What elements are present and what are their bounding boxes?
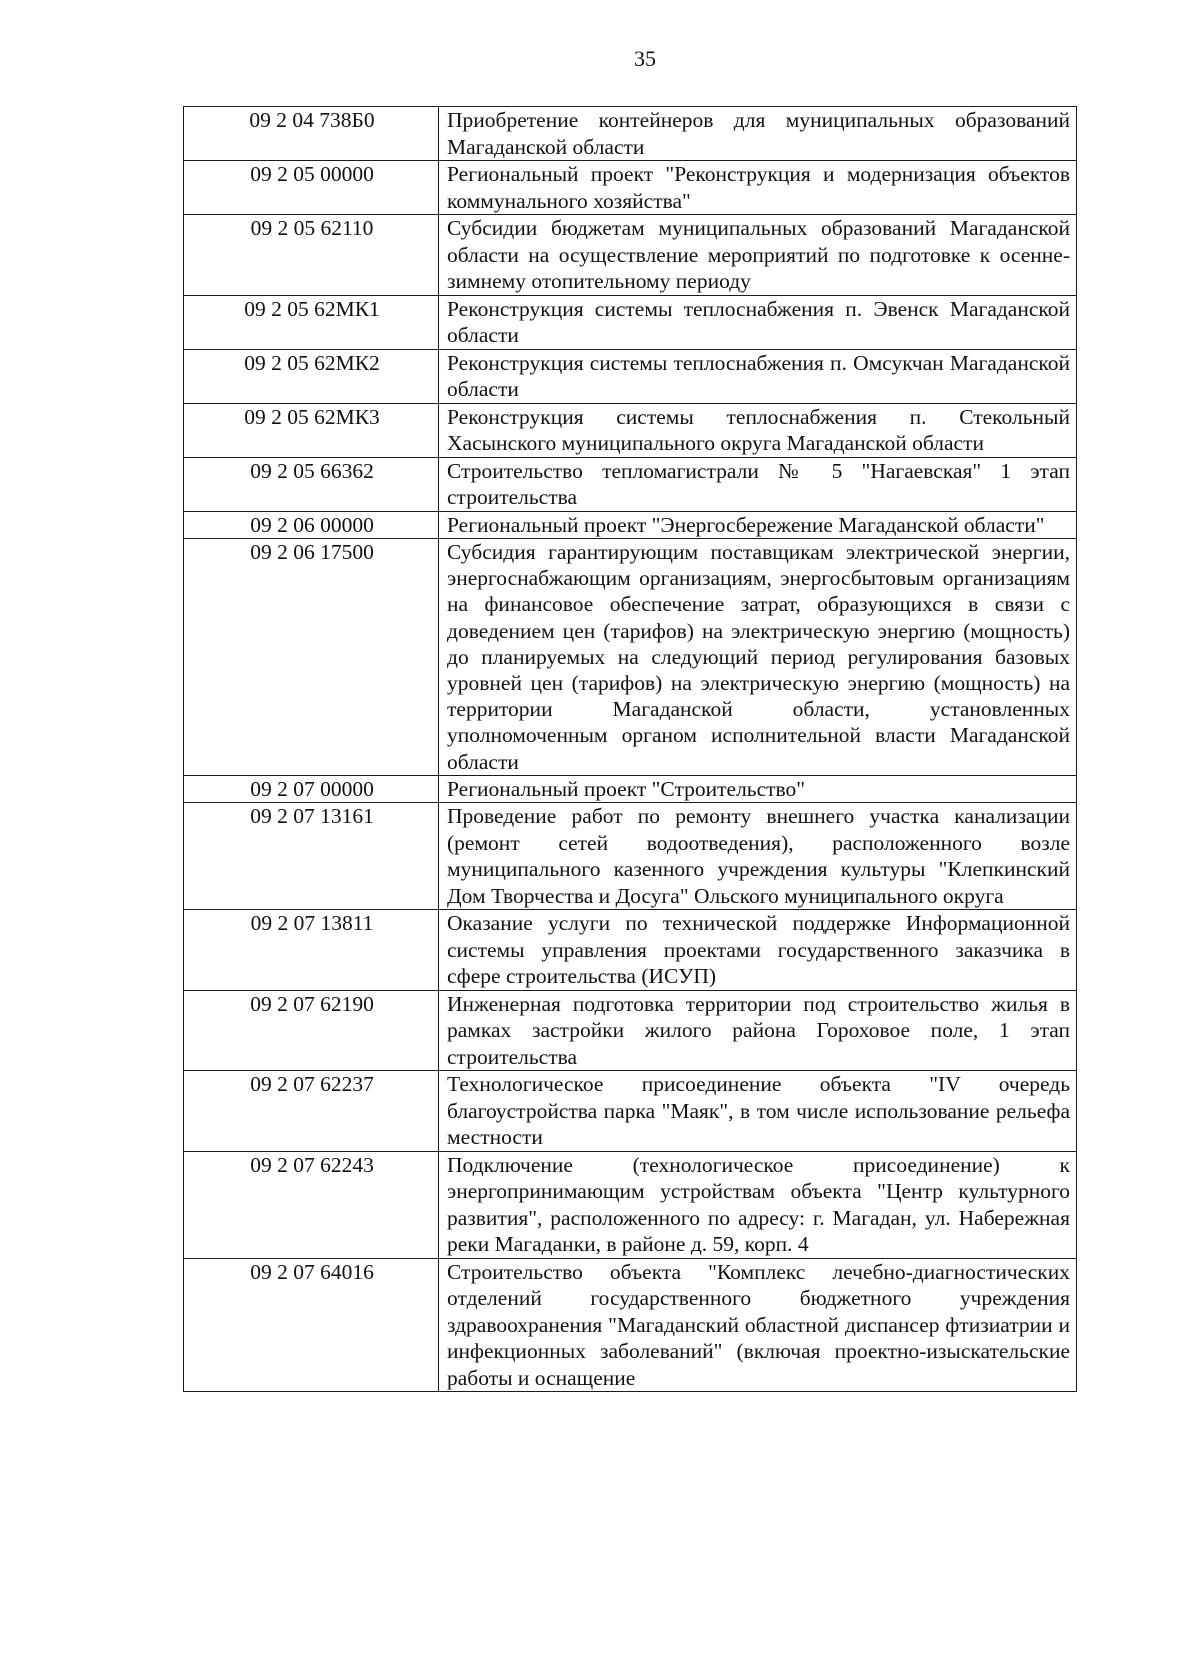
- table-row: [184, 403, 1077, 457]
- row-description: Технологическое присоединение объекта "IV очередь благоустройства парка "Маяк", в том числе использование рельефа местности: [439, 1071, 1077, 1152]
- classification-code: 09 2 07 64016: [184, 1258, 439, 1392]
- table-row: [184, 215, 1077, 296]
- table-row: [184, 1258, 1077, 1392]
- row-description: Реконструкция системы теплоснабжения п. Стекольный Хасынского муниципального округа Магаданской области: [439, 403, 1077, 457]
- row-description: Региональный проект "Энергосбережение Магаданской области": [439, 511, 1077, 539]
- table-row: [184, 539, 1077, 776]
- classification-code: 09 2 06 00000: [184, 511, 439, 539]
- classification-code: 09 2 07 62243: [184, 1151, 439, 1258]
- table-row: [184, 161, 1077, 215]
- classification-code: 09 2 05 66362: [184, 457, 439, 511]
- classification-code: 09 2 07 62237: [184, 1071, 439, 1152]
- classification-code: 09 2 05 00000: [184, 161, 439, 215]
- budget-classification-table: [183, 106, 1077, 1392]
- classification-code: 09 2 05 62МК1: [184, 295, 439, 349]
- row-description: Подключение (технологическое присоединение) к энергопринимающим устройствам объекта "Центр культурного развития", расположенного по адресу: г. Магадан, ул. Набережная реки Магаданки, в районе д. 59, корп. 4: [439, 1151, 1077, 1258]
- classification-code: 09 2 05 62110: [184, 215, 439, 296]
- classification-code: 09 2 07 13811: [184, 910, 439, 991]
- classification-code: 09 2 05 62МК2: [184, 349, 439, 403]
- classification-code: 09 2 04 738Б0: [184, 107, 439, 161]
- row-description: Строительство тепломагистрали № 5 "Нагаевская" 1 этап строительства: [439, 457, 1077, 511]
- table-row: [184, 295, 1077, 349]
- table-row: [184, 349, 1077, 403]
- classification-code: 09 2 05 62МК3: [184, 403, 439, 457]
- row-description: Субсидия гарантирующим поставщикам электрической энергии, энергоснабжающим организациям, энергосбытовым организациям на финансовое обеспечение затрат, образующихся в связи с доведением цен (тарифов) на электрическую энергию (мощность) до планируемых на следующий период регулирования базовых уровней цен (тарифов) на электрическую энергию (мощность) на территории Магаданской области, установленных уполномоченным органом исполнительной власти Магаданской области: [439, 539, 1077, 776]
- row-description: Региональный проект "Строительство": [439, 775, 1077, 803]
- row-description: Субсидии бюджетам муниципальных образований Магаданской области на осуществление мероприятий по подготовке к осенне-зимнему отопительному периоду: [439, 215, 1077, 296]
- table-row: [184, 803, 1077, 910]
- row-description: Реконструкция системы теплоснабжения п. Эвенск Магаданской области: [439, 295, 1077, 349]
- table-row: [184, 457, 1077, 511]
- classification-code: 09 2 07 62190: [184, 990, 439, 1071]
- table-row: [184, 910, 1077, 991]
- table-row: [184, 107, 1077, 161]
- row-description: Региональный проект "Реконструкция и модернизация объектов коммунального хозяйства": [439, 161, 1077, 215]
- row-description: Реконструкция системы теплоснабжения п. Омсукчан Магаданской области: [439, 349, 1077, 403]
- classification-code: 09 2 07 13161: [184, 803, 439, 910]
- table-row: [184, 1071, 1077, 1152]
- row-description: Приобретение контейнеров для муниципальных образований Магаданской области: [439, 107, 1077, 161]
- row-description: Строительство объекта "Комплекс лечебно-диагностических отделений государственного бюджетного учреждения здравоохранения "Магаданский областной диспансер фтизиатрии и инфекционных заболеваний" (включая проектно-изыскательские работы и оснащение: [439, 1258, 1077, 1392]
- table-row: [184, 775, 1077, 803]
- table-row: [184, 1151, 1077, 1258]
- row-description: Инженерная подготовка территории под строительство жилья в рамках застройки жилого района Гороховое поле, 1 этап строительства: [439, 990, 1077, 1071]
- page-number: 35: [634, 46, 656, 71]
- classification-code: 09 2 06 17500: [184, 539, 439, 776]
- row-description: Проведение работ по ремонту внешнего участка канализации (ремонт сетей водоотведения), расположенного возле муниципального казенного учреждения культуры "Клепкинский Дом Творчества и Досуга" Ольского муниципального округа: [439, 803, 1077, 910]
- classification-code: 09 2 07 00000: [184, 775, 439, 803]
- table-row: [184, 990, 1077, 1071]
- row-description: Оказание услуги по технической поддержке Информационной системы управления проектами государственного заказчика в сфере строительства (ИСУП): [439, 910, 1077, 991]
- table-row: [184, 511, 1077, 539]
